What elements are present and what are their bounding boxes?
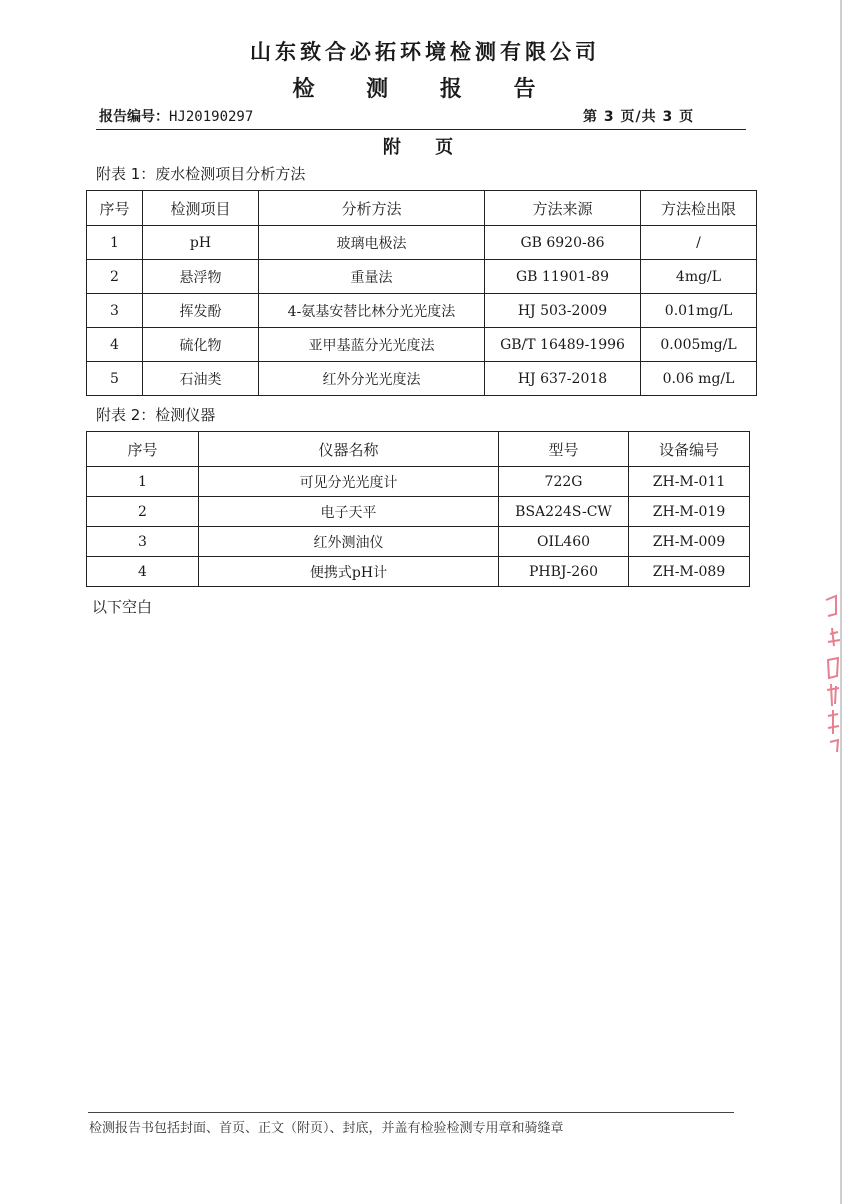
table-cell: 5 bbox=[87, 362, 143, 396]
report-number bbox=[99, 106, 253, 126]
table-cell: 722G bbox=[499, 467, 629, 497]
table-cell: ZH-M-009 bbox=[629, 527, 750, 557]
column-header: 设备编号 bbox=[629, 432, 750, 467]
seal-stamp-fragment bbox=[822, 594, 842, 754]
report-title: 检 测 报 告 bbox=[292, 77, 558, 102]
table-row bbox=[87, 294, 757, 328]
report-number-value: HJ20190297 bbox=[169, 109, 254, 125]
table-cell: BSA224S-CW bbox=[499, 497, 629, 527]
table-cell: 硫化物 bbox=[143, 328, 259, 362]
column-header: 序号 bbox=[87, 432, 199, 467]
table-cell: 可见分光光度计 bbox=[199, 467, 499, 497]
table-cell: GB 6920-86 bbox=[485, 226, 641, 260]
table-row bbox=[87, 467, 750, 497]
table-cell: OIL460 bbox=[499, 527, 629, 557]
table-row bbox=[87, 260, 757, 294]
table-cell: 4 bbox=[87, 328, 143, 362]
table-cell: 4-氨基安替比林分光光度法 bbox=[259, 294, 485, 328]
table-row bbox=[87, 328, 757, 362]
column-header: 分析方法 bbox=[259, 191, 485, 226]
instrument-table bbox=[86, 431, 750, 587]
table-cell: 3 bbox=[87, 294, 143, 328]
table-cell: 挥发酚 bbox=[143, 294, 259, 328]
column-header: 仪器名称 bbox=[199, 432, 499, 467]
table-cell: 0.005mg/L bbox=[641, 328, 757, 362]
table-cell: 便携式pH计 bbox=[199, 557, 499, 587]
page-info: 第 3 页/共 3 页 bbox=[583, 109, 695, 125]
table-cell: 4 bbox=[87, 557, 199, 587]
table-row bbox=[87, 362, 757, 396]
table-row bbox=[87, 557, 750, 587]
table-cell: 0.01mg/L bbox=[641, 294, 757, 328]
table-cell: 红外测油仪 bbox=[199, 527, 499, 557]
table1-caption: 附表 1：废水检测项目分析方法 bbox=[96, 165, 306, 183]
table-cell: 红外分光光度法 bbox=[259, 362, 485, 396]
table-cell: 0.06 mg/L bbox=[641, 362, 757, 396]
company-name: 山东致合必拓环境检测有限公司 bbox=[250, 40, 600, 64]
analysis-method-table bbox=[86, 190, 757, 396]
footer-divider bbox=[88, 1112, 734, 1113]
table-cell: ZH-M-019 bbox=[629, 497, 750, 527]
table2-caption: 附表 2：检测仪器 bbox=[96, 406, 216, 424]
table-cell: pH bbox=[143, 226, 259, 260]
column-header: 检测项目 bbox=[143, 191, 259, 226]
table-cell: 4mg/L bbox=[641, 260, 757, 294]
column-header: 型号 bbox=[499, 432, 629, 467]
table-cell: 悬浮物 bbox=[143, 260, 259, 294]
table-cell: HJ 637-2018 bbox=[485, 362, 641, 396]
table-cell: PHBJ-260 bbox=[499, 557, 629, 587]
table-cell: 石油类 bbox=[143, 362, 259, 396]
table-cell: 1 bbox=[87, 226, 143, 260]
table-row bbox=[87, 497, 750, 527]
table-header-row bbox=[87, 191, 757, 226]
footer-note: 检测报告书包括封面、首页、正文（附页）、封底，并盖有检验检测专用章和骑缝章 bbox=[89, 1121, 564, 1136]
table-cell: 2 bbox=[87, 497, 199, 527]
table-cell: GB 11901-89 bbox=[485, 260, 641, 294]
table-cell: ZH-M-011 bbox=[629, 467, 750, 497]
blank-below-note: 以下空白 bbox=[92, 598, 153, 616]
table-cell: 重量法 bbox=[259, 260, 485, 294]
header-divider bbox=[96, 129, 746, 130]
column-header: 方法来源 bbox=[485, 191, 641, 226]
column-header: 序号 bbox=[87, 191, 143, 226]
table-cell: GB/T 16489-1996 bbox=[485, 328, 641, 362]
column-header: 方法检出限 bbox=[641, 191, 757, 226]
table-row bbox=[87, 527, 750, 557]
table-cell: 2 bbox=[87, 260, 143, 294]
table-cell: 玻璃电极法 bbox=[259, 226, 485, 260]
appendix-title: 附 页 bbox=[382, 137, 468, 158]
table-header-row bbox=[87, 432, 750, 467]
table-cell: ZH-M-089 bbox=[629, 557, 750, 587]
table-cell: HJ 503-2009 bbox=[485, 294, 641, 328]
table-cell: 3 bbox=[87, 527, 199, 557]
report-number-label: 报告编号： bbox=[99, 109, 169, 125]
table-row bbox=[87, 226, 757, 260]
table-cell: 亚甲基蓝分光光度法 bbox=[259, 328, 485, 362]
table-cell: / bbox=[641, 226, 757, 260]
table-cell: 电子天平 bbox=[199, 497, 499, 527]
table-cell: 1 bbox=[87, 467, 199, 497]
